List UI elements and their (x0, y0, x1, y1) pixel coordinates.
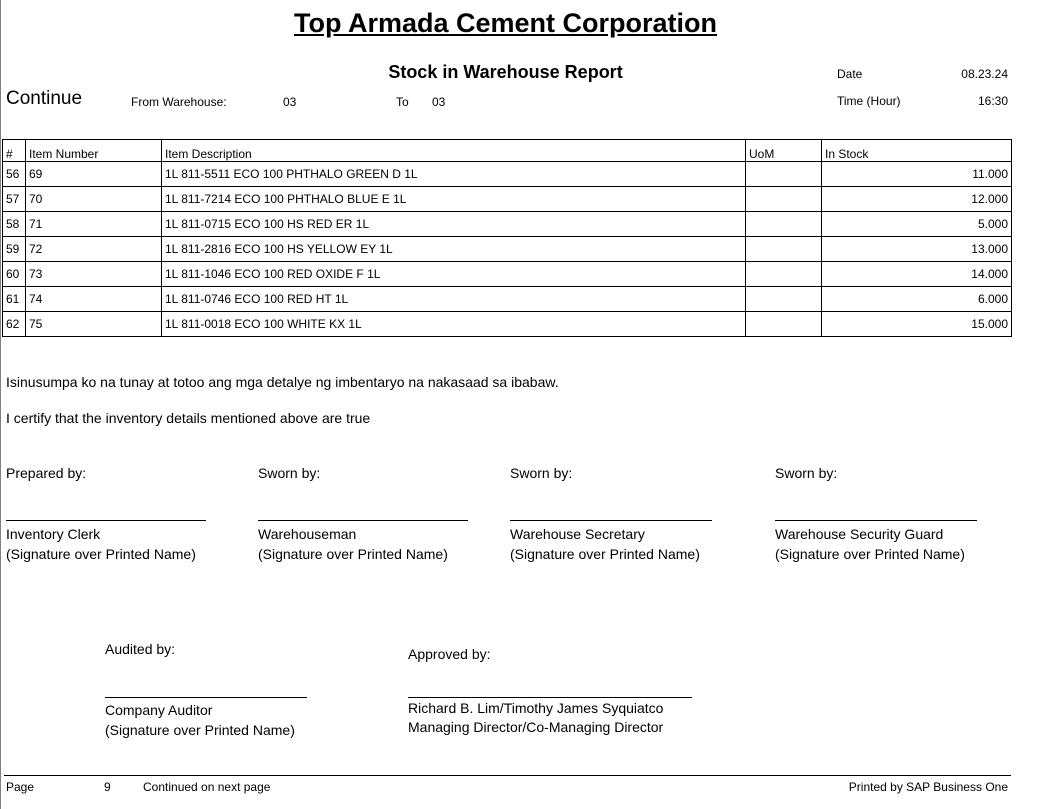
item-description: 1L 811-0018 ECO 100 WHITE KX 1L (162, 312, 746, 337)
row-number: 61 (3, 287, 26, 312)
audited-role: Company Auditor (105, 702, 213, 718)
item-uom (746, 262, 822, 287)
row-number: 57 (3, 187, 26, 212)
sworn2-note: (Signature over Printed Name) (510, 546, 700, 562)
footer-page-number: 9 (104, 780, 111, 794)
footer-printed-by: Printed by SAP Business One (848, 780, 1008, 794)
footer-continued: Continued on next page (143, 780, 271, 794)
item-uom (746, 287, 822, 312)
sworn-by-heading-3: Sworn by: (775, 465, 838, 481)
item-in-stock: 14.000 (822, 262, 1012, 287)
prepared-note: (Signature over Printed Name) (6, 546, 196, 562)
item-in-stock: 6.000 (822, 287, 1012, 312)
col-header-item-number: Item Number (26, 140, 162, 162)
report-title: Stock in Warehouse Report (388, 62, 623, 82)
audited-note: (Signature over Printed Name) (105, 722, 295, 738)
item-in-stock: 5.000 (822, 212, 1012, 237)
col-header-description: Item Description (162, 140, 746, 162)
row-number: 58 (3, 212, 26, 237)
item-uom (746, 212, 822, 237)
certification-tagalog: Isinusumpa ko na tunay at totoo ang mga detalye ng imbentaryo na nakasaad sa ibabaw. (6, 374, 559, 390)
sworn3-role: Warehouse Security Guard (775, 526, 944, 542)
item-number: 73 (26, 262, 162, 287)
item-number: 72 (26, 237, 162, 262)
item-uom (746, 162, 822, 187)
item-in-stock: 13.000 (822, 237, 1012, 262)
audited-by-heading: Audited by: (105, 641, 176, 657)
prepared-by-heading: Prepared by: (6, 465, 87, 481)
row-number: 62 (3, 312, 26, 337)
sworn3-signature-line (775, 520, 977, 521)
row-number: 56 (3, 162, 26, 187)
sworn1-note: (Signature over Printed Name) (258, 546, 448, 562)
footer-divider (4, 775, 1011, 776)
time-label: Time (Hour) (837, 94, 901, 108)
prepared-signature-line (6, 520, 206, 521)
sworn-by-heading-2: Sworn by: (510, 465, 573, 481)
from-warehouse-label: From Warehouse: (131, 95, 227, 109)
item-description: 1L 811-7214 ECO 100 PHTHALO BLUE E 1L (162, 187, 746, 212)
sworn2-signature-line (510, 520, 712, 521)
prepared-role: Inventory Clerk (6, 526, 101, 542)
table-row (3, 162, 1012, 187)
table-header-row (3, 140, 1012, 162)
footer-page-label: Page (6, 780, 35, 794)
item-description: 1L 811-0715 ECO 100 HS RED ER 1L (162, 212, 746, 237)
row-number: 59 (3, 237, 26, 262)
item-number: 71 (26, 212, 162, 237)
item-uom (746, 187, 822, 212)
table-row (3, 237, 1012, 262)
approved-titles: Managing Director/Co-Managing Director (408, 719, 664, 735)
item-in-stock: 12.000 (822, 187, 1012, 212)
sworn3-note: (Signature over Printed Name) (775, 546, 965, 562)
table-row (3, 287, 1012, 312)
sworn-by-heading-1: Sworn by: (258, 465, 321, 481)
row-number: 60 (3, 262, 26, 287)
time-value: 16:30 (977, 94, 1008, 108)
item-number: 70 (26, 187, 162, 212)
item-number: 75 (26, 312, 162, 337)
item-description: 1L 811-2816 ECO 100 HS YELLOW EY 1L (162, 237, 746, 262)
item-number: 74 (26, 287, 162, 312)
item-uom (746, 312, 822, 337)
table-row (3, 262, 1012, 287)
item-uom (746, 237, 822, 262)
item-in-stock: 11.000 (822, 162, 1012, 187)
date-value: 08.23.24 (961, 67, 1008, 81)
item-description: 1L 811-5511 ECO 100 PHTHALO GREEN D 1L (162, 162, 746, 187)
table-row (3, 212, 1012, 237)
table-row (3, 187, 1012, 212)
date-label: Date (837, 67, 863, 81)
col-header-in-stock: In Stock (822, 140, 1012, 162)
to-warehouse-label: To (396, 95, 409, 109)
approved-names: Richard B. Lim/Timothy James Syquiatco (408, 700, 664, 716)
continue-label: Continue (6, 88, 83, 109)
table-row (3, 312, 1012, 337)
sworn2-role: Warehouse Secretary (510, 526, 645, 542)
stock-table (2, 139, 1012, 337)
certification-english: I certify that the inventory details mentioned above are true (6, 410, 371, 426)
col-header-number: # (3, 140, 26, 162)
col-header-uom: UoM (746, 140, 822, 162)
item-number: 69 (26, 162, 162, 187)
sworn1-role: Warehouseman (258, 526, 357, 542)
page-left-border (0, 0, 1, 809)
item-in-stock: 15.000 (822, 312, 1012, 337)
approved-by-heading: Approved by: (408, 646, 491, 662)
company-title: Top Armada Cement Corporation (293, 8, 718, 38)
from-warehouse-value: 03 (283, 95, 297, 109)
to-warehouse-value: 03 (432, 95, 446, 109)
item-description: 1L 811-1046 ECO 100 RED OXIDE F 1L (162, 262, 746, 287)
approved-signature-line (408, 697, 692, 698)
sworn1-signature-line (258, 520, 468, 521)
item-description: 1L 811-0746 ECO 100 RED HT 1L (162, 287, 746, 312)
audited-signature-line (105, 697, 307, 698)
